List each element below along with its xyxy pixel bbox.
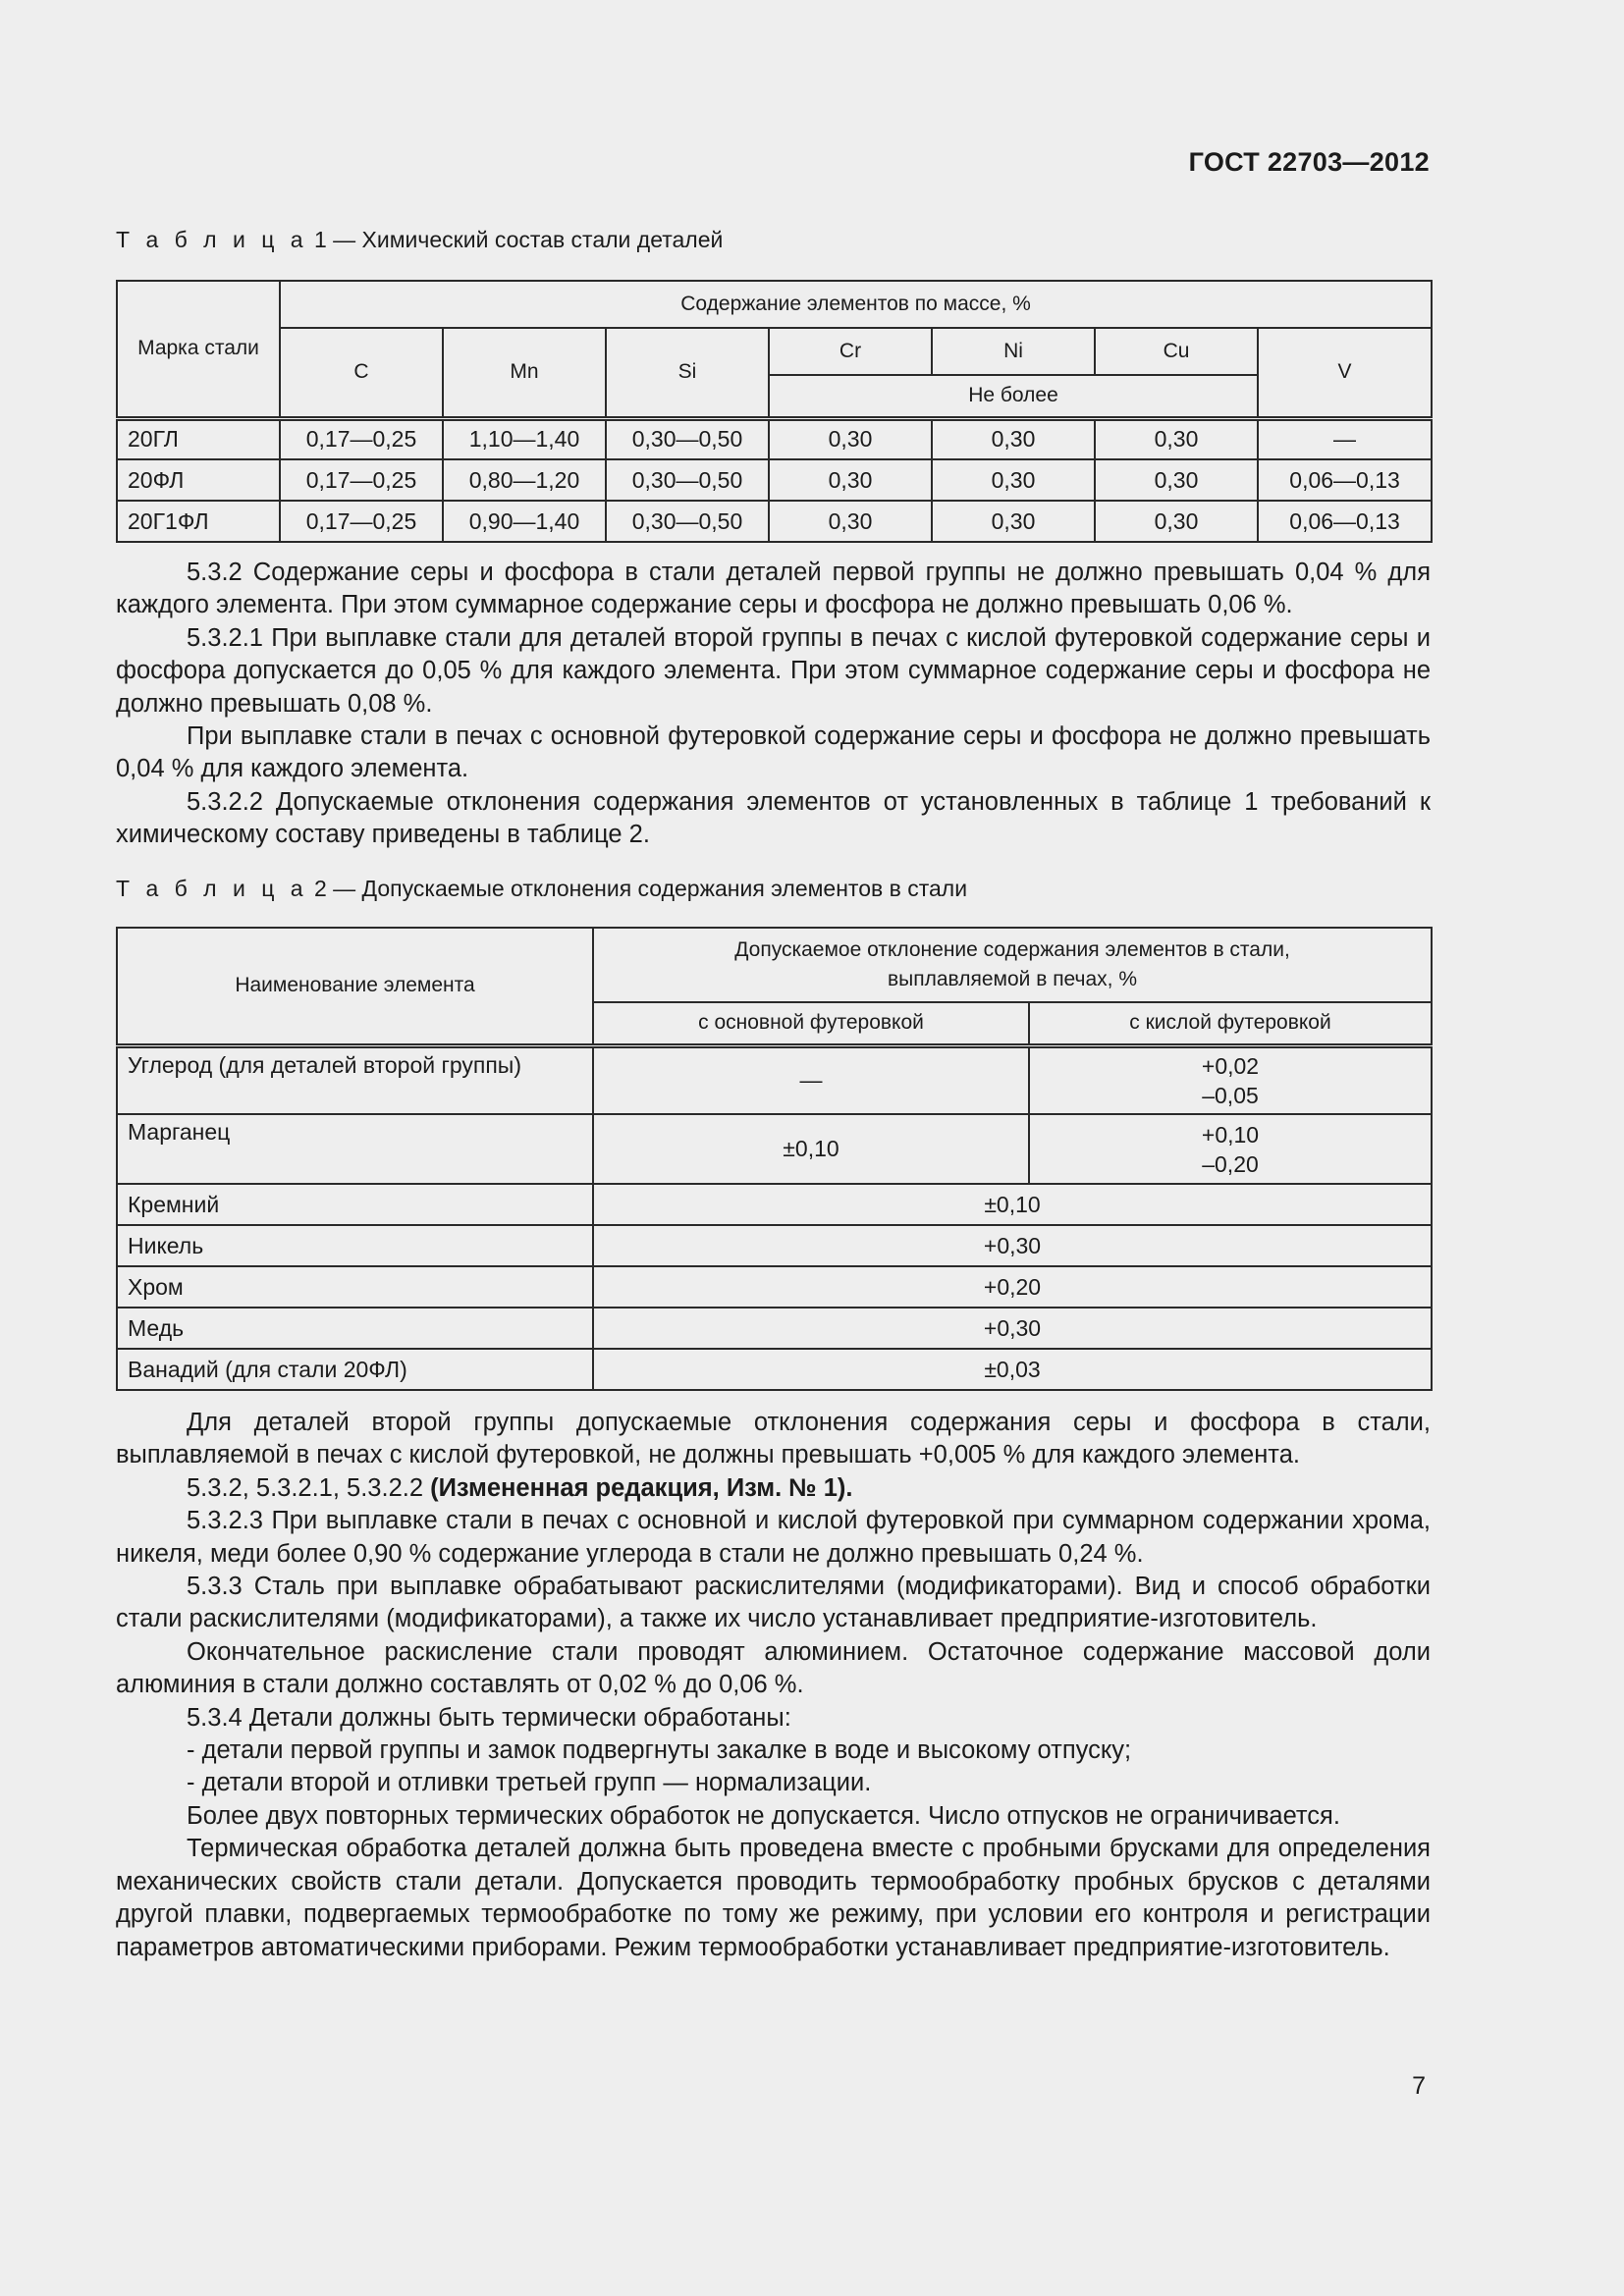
paragraph-repeated-treatments: Более двух повторных термических обработок не допускается. Число отпусков не ограничивается. [187,1801,1340,1830]
table2-header-name: Наименование элемента [117,928,593,1045]
table1-caption-prefix: Т а б л и ц а [116,227,308,252]
table2-cell-name: Кремний [117,1184,593,1225]
table2-caption-prefix: Т а б л и ц а [116,876,308,901]
paragraph-5-3-2: 5.3.2 Содержание серы и фосфора в стали деталей первой группы не должно превышать 0,04 % для каждого элемента. При этом суммарное содержание серы и фосфора не должно превышать 0,06 %. [116,559,1431,619]
table2-cell-name: Ванадий (для стали 20ФЛ) [117,1349,593,1390]
table-row [117,1349,1432,1390]
table1-cell-cu: 0,30 [1095,459,1258,501]
table1-cell-mn: 0,90—1,40 [443,501,606,542]
table2-cell-acid-plus: +0,02 [1201,1052,1260,1079]
table2-cell-name: Углерод (для деталей второй группы) [117,1045,593,1114]
table-row [117,1266,1432,1308]
table1-cell-cu: 0,30 [1095,418,1258,459]
table1-header-mark: Марка стали [117,281,280,418]
table1-header-si: Si [606,328,769,418]
table-row [117,1184,1432,1225]
table2-cell-basic: ±0,10 [593,1114,1029,1184]
table1-cell-v: 0,06—0,13 [1258,501,1432,542]
table1-cell-cr: 0,30 [769,459,932,501]
paragraph-5-3-4: 5.3.4 Детали должны быть термически обработаны: [187,1703,791,1732]
table1-header-ni: Ni [932,328,1095,375]
table-row [117,1045,1432,1114]
table1-cell-mn: 0,80—1,20 [443,459,606,501]
table2-cell-acid-minus: –0,05 [1202,1082,1259,1108]
table1-header-cu: Cu [1095,328,1258,375]
table2-cell-name: Медь [117,1308,593,1349]
table1-cell-cu: 0,30 [1095,501,1258,542]
table1-cell-si: 0,30—0,50 [606,459,769,501]
table1-caption [116,227,723,253]
table2-deviations [116,927,1433,1391]
table-row [117,1225,1432,1266]
table1-header-v: V [1258,328,1432,418]
table1-cell-mark: 20Г1ФЛ [117,501,280,542]
text-block-1 [116,557,1431,852]
table1-cell-v: 0,06—0,13 [1258,459,1432,501]
list-item: - детали второй и отливки третьей групп — нормализации. [187,1769,872,1797]
table2-cell-value: +0,30 [593,1225,1432,1266]
table2-cell-value: +0,20 [593,1266,1432,1308]
table-row [117,1114,1432,1184]
table-row [117,1308,1432,1349]
paragraph-5-3-2-1: 5.3.2.1 При выплавке стали для деталей второй группы в печах с кислой футеровкой содержание серы и фосфора допускается до 0,05 % для каждого элемента. При этом суммарное содержание серы и фосфора не должно превышать 0,08 %. [116,623,1431,718]
table2-cell-value: ±0,10 [593,1184,1432,1225]
paragraph-sulfur-acid: Для деталей второй группы допускаемые отклонения содержания серы и фосфора в стали, выплавляемой в печах с кислой футеровкой, не должны превышать +0,005 % для каждого элемента. [116,1409,1431,1469]
table2-cell-acid [1029,1045,1432,1114]
table1-cell-v: — [1258,418,1432,459]
table1-cell-c: 0,17—0,25 [280,459,443,501]
table1-cell-c: 0,17—0,25 [280,418,443,459]
table2-header-deviation-line2: выплавляемой в печах, % [887,968,1138,990]
table1-header-not-more: Не более [769,375,1258,418]
edition-note-refs: 5.3.2, 5.3.2.1, 5.3.2.2 [187,1473,431,1502]
edition-note-bold: (Измененная редакция, Изм. № 1). [430,1473,853,1502]
table1-cell-mark: 20ГЛ [117,418,280,459]
table1-header-c: C [280,328,443,418]
table-row [117,418,1432,459]
table1-header-mn: Mn [443,328,606,418]
table2-cell-name: Хром [117,1266,593,1308]
table1-cell-c: 0,17—0,25 [280,501,443,542]
table1-cell-cr: 0,30 [769,418,932,459]
paragraph-5-3-3: 5.3.3 Сталь при выплавке обрабатывают раскислителями (модификаторами). Вид и способ обработки стали раскислителями (модификаторами), а также их число устанавливает предприятие-изготовитель. [116,1573,1431,1633]
table2-cell-value: ±0,03 [593,1349,1432,1390]
table1-cell-mn: 1,10—1,40 [443,418,606,459]
table1-cell-mark: 20ФЛ [117,459,280,501]
table2-cell-acid-plus: +0,10 [1201,1121,1260,1148]
paragraph-basic-lining: При выплавке стали в печах с основной футеровкой содержание серы и фосфора не должно превышать 0,04 % для каждого элемента. [116,722,1431,783]
paragraph-heat-treatment: Термическая обработка деталей должна быть проведена вместе с пробными брусками для определения механических свойств стали детали. Допускается проводить термообработку пробных брусков с деталями другой плавки, подвергаемых термообработке по тому же режиму, при условии его контроля и регистрации параметров автоматическими приборами. Режим термообработки устанавливает предприятие-изготовитель. [116,1835,1431,1961]
table-row [117,501,1432,542]
table2-header-basic: с основной футеровкой [593,1002,1029,1045]
text-block-2 [116,1407,1431,1964]
table1-header-content: Содержание элементов по массе, % [280,281,1432,328]
table-row [117,459,1432,501]
paragraph-deoxidation: Окончательное раскисление стали проводят алюминием. Остаточное содержание массовой доли алюминия в стали должно составлять от 0,02 % до 0,06 %. [116,1637,1431,1699]
document-code: ГОСТ 22703—2012 [1188,147,1430,177]
list-item: - детали первой группы и замок подвергнуты закалке в воде и высокому отпуску; [187,1736,1132,1765]
paragraph-edition-note [116,1472,1431,1505]
table1-chemical-composition [116,280,1433,543]
table1-header-cr: Cr [769,328,932,375]
table2-cell-basic: — [593,1045,1029,1114]
page-number: 7 [1412,2072,1426,2100]
table2-caption [116,876,967,902]
table1-cell-ni: 0,30 [932,459,1095,501]
table2-header-deviation-line1: Допускаемое отклонение содержания элементов в стали, [734,938,1290,961]
table2-header-acid: с кислой футеровкой [1029,1002,1432,1045]
table1-cell-ni: 0,30 [932,418,1095,459]
table2-cell-acid [1029,1114,1432,1184]
table2-caption-title: 2 — Допускаемые отклонения содержания элементов в стали [313,876,968,901]
table2-header-deviation [593,928,1432,1002]
table2-cell-name: Никель [117,1225,593,1266]
table2-cell-value: +0,30 [593,1308,1432,1349]
table1-caption-title: 1 — Химический состав стали деталей [313,227,724,252]
paragraph-5-3-2-3: 5.3.2.3 При выплавке стали в печах с основной и кислой футеровкой при суммарном содержании хрома, никеля, меди более 0,90 % содержание углерода в стали не должно превышать 0,24 %. [116,1507,1431,1568]
table1-cell-si: 0,30—0,50 [606,418,769,459]
table1-cell-cr: 0,30 [769,501,932,542]
table1-cell-ni: 0,30 [932,501,1095,542]
paragraph-5-3-2-2: 5.3.2.2 Допускаемые отклонения содержания элементов от установленных в таблице 1 требований к химическому составу приведены в таблице 2. [116,787,1431,849]
table2-cell-name: Марганец [117,1114,593,1184]
table1-cell-si: 0,30—0,50 [606,501,769,542]
table2-cell-acid-minus: –0,20 [1202,1150,1259,1177]
